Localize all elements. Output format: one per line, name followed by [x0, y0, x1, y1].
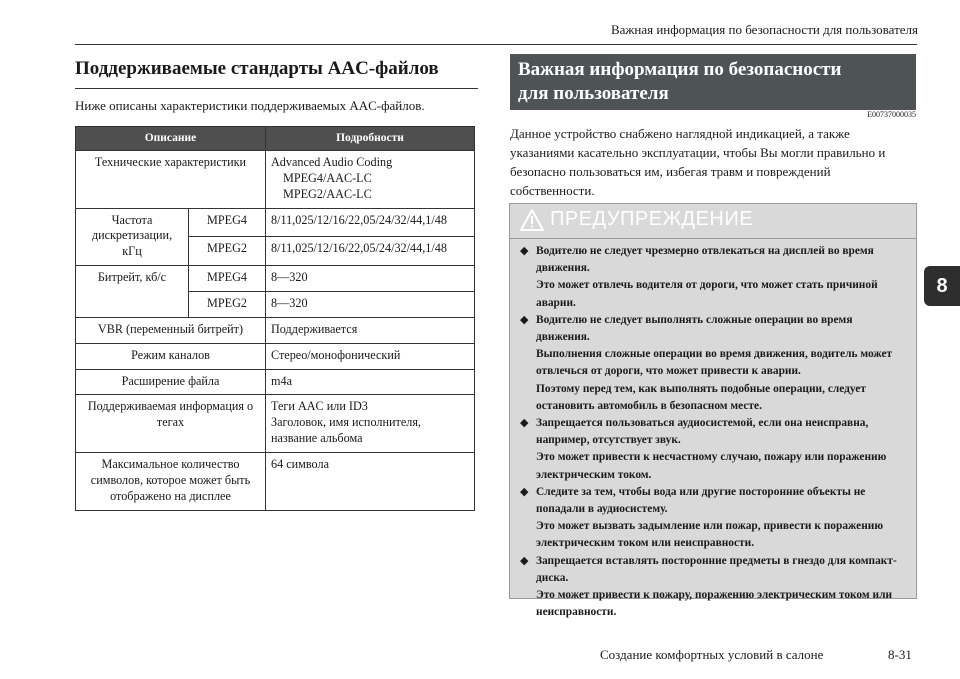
table-row [76, 317, 475, 343]
warning-text: Запрещается пользоваться аудиосистемой, если она неисправна, например, отсутствует звук. [536, 417, 869, 447]
diamond-bullet-icon: ◆ [520, 245, 529, 257]
freq-std: MPEG4 [189, 208, 266, 237]
freq-label: Частота дискретизации, кГц [76, 208, 189, 266]
diamond-bullet-icon: ◆ [520, 485, 529, 498]
table-row [76, 266, 475, 292]
tags-values [266, 395, 475, 453]
warning-box [509, 203, 917, 619]
warning-text: Поэтому перед тем, как выполнять подобные операции, следует остановить автомобиль в безопасном месте. [536, 382, 866, 412]
footer-section: Создание комфортных условий в салоне [600, 647, 824, 662]
warning-text: Водителю не следует выполнять сложные операции во время движения. [536, 313, 853, 344]
section-title: Поддерживаемые стандарты AAC-файлов [75, 58, 478, 89]
aac-spec-table [75, 126, 475, 511]
ext-label: Расширение файла [76, 369, 266, 395]
warning-text: Выполнения сложные операции во время движения, водитель может отвлечься от дороги, что может привести к аварии. [536, 348, 893, 378]
header-rule [75, 44, 917, 45]
col-description-header: Описание [76, 127, 266, 151]
bitrate-std: MPEG4 [189, 266, 266, 292]
tech-values [266, 150, 475, 208]
table-row [76, 452, 475, 510]
warning-list [510, 239, 916, 621]
freq-std: MPEG2 [189, 237, 266, 266]
warning-item [520, 312, 906, 415]
diamond-bullet-icon: ◆ [520, 554, 529, 567]
safety-paragraph: Данное устройство снабжено наглядной индикацией, а также указаниями касательно эксплуатации, чтобы Вы могли правильно и безопасно пользоваться им, избегая травм и повреждений собственности. [510, 126, 886, 198]
vbr-label: VBR (переменный битрейт) [76, 317, 266, 343]
table-row [76, 150, 475, 208]
table-row [76, 395, 475, 453]
warning-text: Запрещается вставлять посторонние предметы в гнездо для компакт-диска. [536, 554, 897, 584]
tech-label: Технические характеристики [76, 150, 266, 208]
running-header: Важная информация по безопасности для пользователя [610, 22, 918, 37]
warning-item [520, 484, 906, 553]
table-row [76, 343, 475, 369]
bitrate-value: 8—320 [266, 266, 475, 292]
warning-triangle-icon [520, 209, 544, 231]
warning-item [520, 243, 906, 312]
chapter-tab: 8 [924, 266, 960, 306]
diamond-bullet-icon: ◆ [520, 417, 529, 430]
channels-label: Режим каналов [76, 343, 266, 369]
warning-text: Это может привести к несчастному случаю, пожару или поражению электрическим током. [536, 451, 887, 481]
tech-value: Advanced Audio Coding [271, 154, 393, 169]
warning-item [520, 553, 906, 622]
bitrate-std: MPEG2 [189, 291, 266, 317]
warning-text: Это может вызвать задымление или пожар, привести к поражению электрическим током или неисправности. [536, 520, 884, 550]
tags-value: Теги AAC или ID3 [271, 399, 368, 414]
intro-text: Ниже описаны характеристики поддерживаемых AAC-файлов. [75, 98, 425, 113]
freq-value: 8/11,025/12/16/22,05/24/32/44,1/48 [266, 237, 475, 266]
col-details-header: Подробности [266, 127, 475, 151]
maxchars-label: Максимальное количество символов, которое может быть отображено на дисплее [76, 452, 266, 510]
safety-title-banner [510, 54, 916, 110]
doc-code: E00737000035 [867, 110, 916, 119]
warning-text: Это может отвлечь водителя от дороги, что может стать причиной аварии. [536, 279, 878, 309]
freq-value: 8/11,025/12/16/22,05/24/32/44,1/48 [266, 208, 475, 237]
vbr-value: Поддерживается [266, 317, 475, 343]
diamond-bullet-icon: ◆ [520, 313, 529, 326]
tech-value: MPEG4/AAC-LC [283, 170, 372, 185]
ext-value: m4a [266, 369, 475, 395]
warning-title: ПРЕДУПРЕЖДЕНИЕ [550, 208, 754, 230]
maxchars-value: 64 символа [266, 452, 475, 510]
page-number: 8-31 [888, 647, 912, 662]
table-row [76, 369, 475, 395]
warning-text: Это может привести к пожару, поражению электрическим током или неисправности. [536, 589, 893, 619]
warning-text: Следите за тем, чтобы вода или другие посторонние объекты не попадали в аудиосистему. [536, 485, 866, 516]
tech-value: MPEG2/AAC-LC [283, 186, 372, 201]
channels-value: Стерео/монофонический [266, 343, 475, 369]
warning-item [520, 415, 906, 484]
warning-header [510, 204, 916, 239]
bitrate-value: 8—320 [266, 291, 475, 317]
bitrate-label: Битрейт, кб/с [76, 266, 189, 318]
tags-value: Заголовок, имя исполнителя, название альбома [271, 415, 421, 446]
table-row [76, 208, 475, 237]
tags-label: Поддерживаемая информация о тегах [76, 395, 266, 453]
table-header-row [76, 127, 475, 151]
warning-text: Водителю не следует чрезмерно отвлекаться на дисплей во время движения. [536, 245, 874, 275]
safety-title-line: Важная информация по безопасности [518, 59, 842, 80]
safety-title-line: для пользователя [518, 83, 669, 104]
